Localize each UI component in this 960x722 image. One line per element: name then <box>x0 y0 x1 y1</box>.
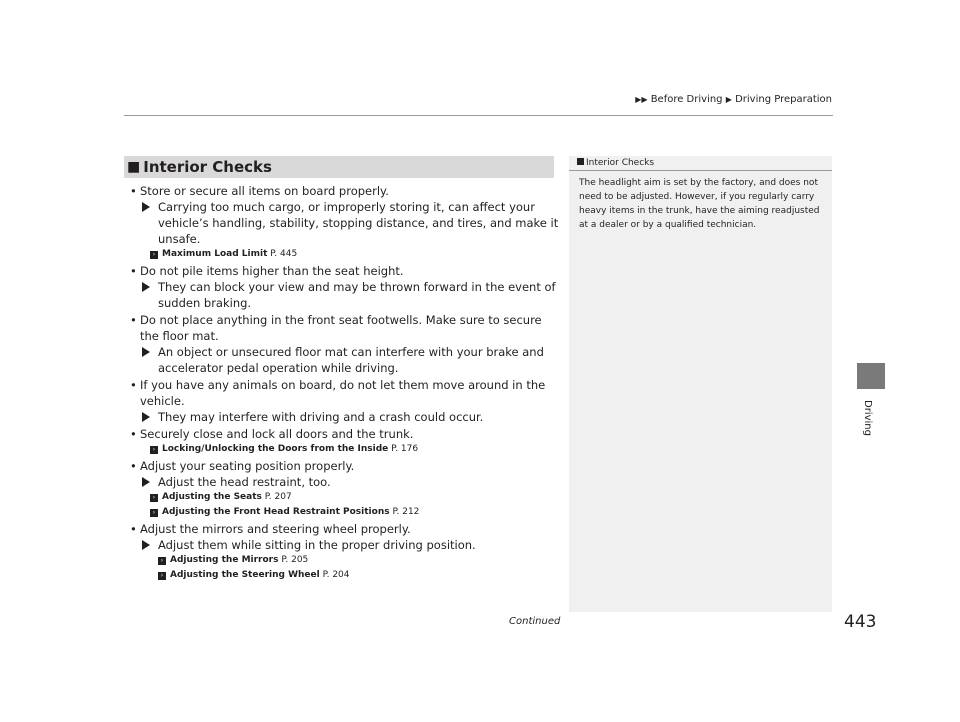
sub-item <box>130 279 560 311</box>
item-text: Adjust your seating position properly. <box>140 459 355 473</box>
sub-item-text: They can block your view and may be thrown forward in the event of sudden braking. <box>158 280 556 310</box>
breadcrumb-item[interactable]: Driving Preparation <box>735 94 832 105</box>
item-text: Adjust the mirrors and steering wheel properly. <box>140 522 411 536</box>
note-title: Interior Checks <box>586 158 655 168</box>
triangle-arrow-icon <box>142 477 150 487</box>
reference-arrow-icon: › <box>150 509 158 517</box>
chapter-tab-label[interactable]: Driving <box>862 400 873 436</box>
bullet-icon: • <box>130 459 137 473</box>
reference-arrow-icon: › <box>150 251 158 259</box>
list-item <box>130 312 560 344</box>
note-marker-icon <box>577 158 584 165</box>
list-item <box>130 458 560 474</box>
section-heading <box>124 156 554 178</box>
item-text: Do not place anything in the front seat footwells. Make sure to secure the floor mat. <box>140 313 542 343</box>
item-text: Do not pile items higher than the seat height. <box>140 264 404 278</box>
sub-item <box>130 409 560 425</box>
sub-item-text: They may interfere with driving and a crash could occur. <box>158 410 484 424</box>
breadcrumb-arrow-icon: ▶ <box>725 95 732 104</box>
reference-title[interactable]: Maximum Load Limit <box>162 249 268 259</box>
bullet-icon: • <box>130 522 137 536</box>
reference-title[interactable]: Adjusting the Steering Wheel <box>170 570 320 580</box>
bullet-icon: • <box>130 427 137 441</box>
cross-reference[interactable] <box>130 490 560 505</box>
square-marker-icon: ■ <box>127 159 141 175</box>
side-note-panel <box>569 156 832 612</box>
cross-reference[interactable] <box>130 442 560 457</box>
cross-reference[interactable] <box>130 568 560 583</box>
sub-item-text: Adjust them while sitting in the proper driving position. <box>158 538 476 552</box>
reference-title[interactable]: Adjusting the Front Head Restraint Positions <box>162 507 390 517</box>
reference-arrow-icon: › <box>158 572 166 580</box>
item-text: If you have any animals on board, do not let them move around in the vehicle. <box>140 378 546 408</box>
reference-arrow-icon: › <box>150 446 158 454</box>
note-heading <box>569 156 832 171</box>
bullet-icon: • <box>130 264 137 278</box>
sub-item <box>130 344 560 376</box>
bullet-icon: • <box>130 184 137 198</box>
cross-reference[interactable] <box>130 553 560 568</box>
sub-item <box>130 474 560 490</box>
reference-title[interactable]: Adjusting the Mirrors <box>170 555 279 565</box>
item-text: Store or secure all items on board properly. <box>140 184 389 198</box>
reference-arrow-icon: › <box>150 494 158 502</box>
list-item <box>130 426 560 442</box>
breadcrumb <box>635 94 832 105</box>
list-item <box>130 183 560 199</box>
sub-item <box>130 199 560 247</box>
reference-title[interactable]: Adjusting the Seats <box>162 492 262 502</box>
sub-item <box>130 537 560 553</box>
reference-page: P. 445 <box>270 249 298 259</box>
cross-reference[interactable] <box>130 247 560 262</box>
cross-reference[interactable] <box>130 505 560 520</box>
sub-item-text: An object or unsecured floor mat can interfere with your brake and accelerator pedal operation while driving. <box>158 345 544 375</box>
reference-page: P. 205 <box>281 555 309 565</box>
reference-page: P. 207 <box>264 492 292 502</box>
list-item <box>130 521 560 537</box>
checklist <box>130 182 560 583</box>
breadcrumb-item[interactable]: Before Driving <box>650 94 723 105</box>
triangle-arrow-icon <box>142 282 150 292</box>
page-number: 443 <box>844 612 877 632</box>
reference-page: P. 204 <box>322 570 350 580</box>
sub-item-text: Carrying too much cargo, or improperly storing it, can affect your vehicle’s handling, stability, stopping distance, and tires, and make it unsafe. <box>158 200 559 246</box>
reference-page: P. 176 <box>391 444 419 454</box>
reference-arrow-icon: › <box>158 557 166 565</box>
triangle-arrow-icon <box>142 412 150 422</box>
list-item <box>130 377 560 409</box>
continued-label: Continued <box>509 616 561 627</box>
reference-title[interactable]: Locking/Unlocking the Doors from the Inside <box>162 444 389 454</box>
bullet-icon: • <box>130 378 137 392</box>
header-rule <box>124 115 833 116</box>
breadcrumb-arrow-icon: ▶▶ <box>635 95 648 104</box>
list-item <box>130 263 560 279</box>
triangle-arrow-icon <box>142 202 150 212</box>
item-text: Securely close and lock all doors and the trunk. <box>140 427 414 441</box>
section-title: Interior Checks <box>143 158 272 176</box>
reference-page: P. 212 <box>392 507 420 517</box>
note-body: The headlight aim is set by the factory, and does not need to be adjusted. However, if you regularly carry heavy items in the trunk, have the aiming readjusted at a dealer or by a qualified technician. <box>579 178 820 230</box>
chapter-tab-marker <box>857 363 885 389</box>
bullet-icon: • <box>130 313 137 327</box>
triangle-arrow-icon <box>142 540 150 550</box>
triangle-arrow-icon <box>142 347 150 357</box>
sub-item-text: Adjust the head restraint, too. <box>158 475 331 489</box>
